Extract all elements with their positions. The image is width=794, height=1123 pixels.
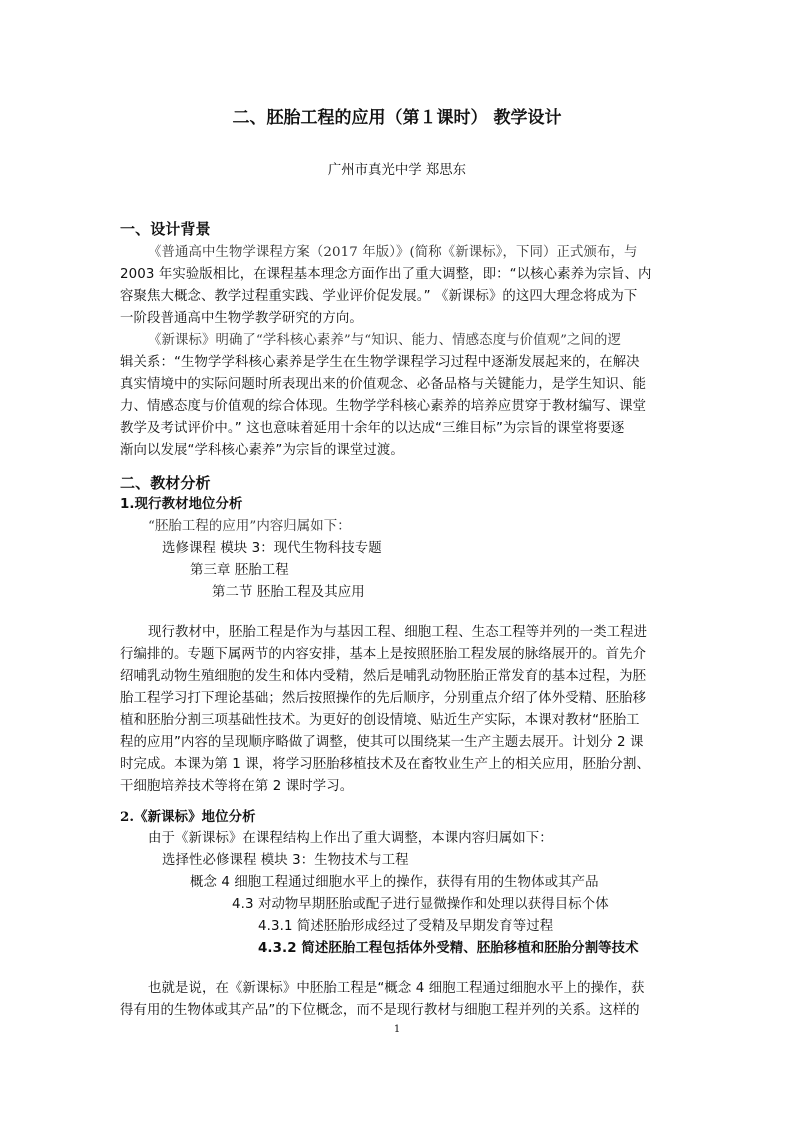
section-heading-design-background: 一、设计背景 bbox=[120, 220, 211, 238]
subsection-heading-new-standard: 2.《新课标》地位分析 bbox=[120, 809, 256, 825]
intro-line: “胚胎工程的应用”内容归属如下： bbox=[148, 519, 351, 534]
paragraph-line: 现行教材中，胚胎工程是作为与基因工程、细胞工程、生态工程等并列的一类工程进 bbox=[148, 625, 648, 640]
author-line: 广州市真光中学 郑思东 bbox=[327, 163, 467, 178]
page-number: 1 bbox=[393, 1024, 401, 1035]
paragraph-line: 一阶段普通高中生物学教学研究的方向。 bbox=[120, 311, 363, 326]
paragraph-line: 得有用的生物体或其产品”的下位概念，而不是现行教材与细胞工程并列的关系。这样的 bbox=[120, 1003, 640, 1018]
paragraph-line: 也就是说，在《新课标》中胚胎工程是“概念 4 细胞工程通过细胞水平上的操作，获 bbox=[148, 981, 645, 996]
paragraph-line: 辑关系：“生物学学科核心素养是学生在生物学课程学习过程中逐渐发展起来的，在解决 bbox=[120, 355, 640, 370]
subsection-heading-current-textbook: 1.现行教材地位分析 bbox=[120, 497, 243, 512]
paragraph-line: 植和胚胎分割三项基础性技术。为更好的创设情境、贴近生产实际，本课对教材“胚胎工 bbox=[120, 713, 640, 728]
tree-item-level1: 选择性必修课程 模块 3：生物技术与工程 bbox=[162, 853, 409, 868]
paragraph-line: 时完成。本课为第 1 课，将学习胚胎移植技术及在畜牧业生产上的相关应用，胚胎分割、 bbox=[120, 757, 650, 772]
paragraph-line: 绍哺乳动物生殖细胞的发生和体内受精，然后是哺乳动物胚胎正常发育的基本过程，为胚 bbox=[120, 669, 647, 684]
paragraph-line: 《新课标》明确了“学科核心素养”与“知识、能力、情感态度与价值观”之间的逻 bbox=[148, 333, 621, 348]
intro-line: 由于《新课标》在课程结构上作出了重大调整，本课内容归属如下： bbox=[148, 831, 553, 846]
paragraph-line: 行编排的。专题下属两节的内容安排，基本上是按照胚胎工程发展的脉络展开的。首先介 bbox=[120, 647, 647, 662]
tree-item-level3: 4.3 对动物早期胚胎或配子进行显微操作和处理以获得目标个体 bbox=[232, 897, 609, 912]
paragraph-line: 胎工程学习打下理论基础；然后按照操作的先后顺序，分别重点介绍了体外受精、胚胎移 bbox=[120, 691, 647, 706]
tree-item-level4: 4.3.1 简述胚胎形成经过了受精及早期发育等过程 bbox=[258, 919, 554, 934]
paragraph-line: 干细胞培养技术等将在第 2 课时学习。 bbox=[120, 779, 354, 794]
paragraph-line: 力、情感态度与价值观的综合体现。生物学学科核心素养的培养应贯穿于教材编写、课堂 bbox=[120, 399, 647, 414]
paragraph-line: 程的应用”内容的呈现顺序略做了调整，使其可以围绕某一生产主题去展开。计划分 2 课 bbox=[120, 735, 644, 750]
section-heading-textbook-analysis: 二、教材分析 bbox=[120, 474, 211, 492]
tree-item-level1: 选修课程 模块 3：现代生物科技专题 bbox=[162, 541, 382, 556]
paragraph-line: 2003 年实验版相比，在课程基本理念方面作出了重大调整，即：“以核心素养为宗旨、内 bbox=[120, 267, 652, 282]
document-title: 二、胚胎工程的应用（第１课时） 教学设计 bbox=[232, 108, 562, 128]
paragraph-line: 《普通高中生物学课程方案（2017 年版）》(简称《新课标》，下同）正式颁布，与 bbox=[148, 245, 638, 260]
tree-item-level2: 第三章 胚胎工程 bbox=[190, 563, 289, 578]
tree-item-level3: 第二节 胚胎工程及其应用 bbox=[212, 585, 365, 600]
paragraph-line: 渐向以发展“学科核心素养”为宗旨的课堂过渡。 bbox=[120, 443, 404, 458]
paragraph-line: 真实情境中的实际问题时所表现出来的价值观念、必备品格与关键能力，是学生知识、能 bbox=[120, 377, 647, 392]
tree-item-level4-highlight: 4.3.2 简述胚胎工程包括体外受精、胚胎移植和胚胎分割等技术 bbox=[258, 941, 639, 956]
tree-item-level2: 概念 4 细胞工程通过细胞水平上的操作，获得有用的生物体或其产品 bbox=[190, 875, 599, 890]
paragraph-line: 容聚焦大概念、教学过程重实践、学业评价促发展。” 《新课标》的这四大理念将成为下 bbox=[120, 289, 638, 304]
paragraph-line: 教学及考试评价中。” 这也意味着延用十余年的以达成“三维目标”为宗旨的课堂将要逐 bbox=[120, 421, 625, 436]
